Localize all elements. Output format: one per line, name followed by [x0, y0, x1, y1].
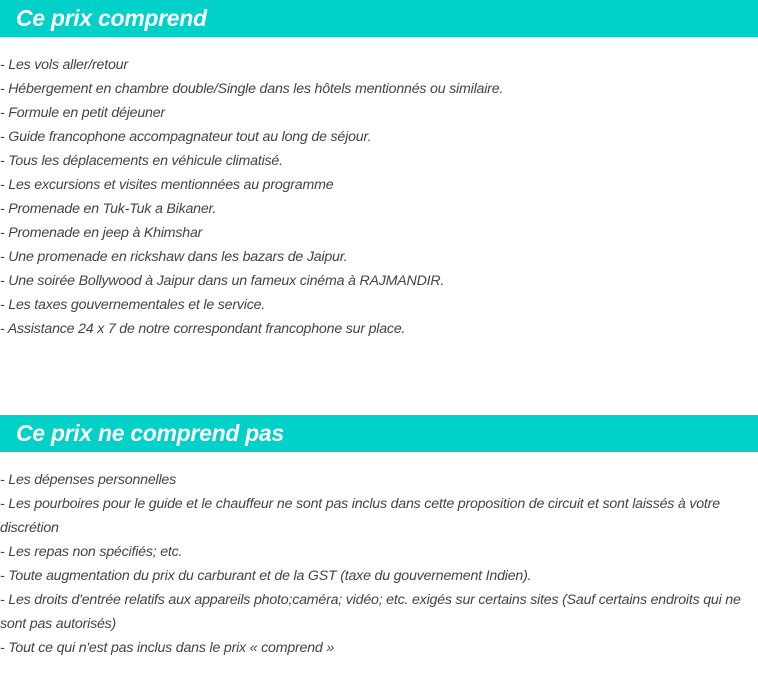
list-item: - Hébergement en chambre double/Single dans les hôtels mentionnés ou similaire. — [0, 81, 504, 97]
list-item: - Formule en petit déjeuner — [0, 105, 165, 121]
excluded-items-list — [0, 468, 758, 660]
list-item: - Les dépenses personnelles — [0, 472, 177, 488]
section-title-included: Ce prix comprend — [16, 5, 207, 31]
list-item: - Guide francophone accompagnateur tout au long de séjour. — [0, 129, 372, 145]
section-title-excluded: Ce prix ne comprend pas — [16, 420, 284, 446]
included-items-list — [0, 53, 758, 341]
list-item: - Les excursions et visites mentionnées au programme — [0, 177, 334, 193]
list-item: - Promenade en jeep à Khimshar — [0, 225, 203, 241]
list-item: - Promenade en Tuk-Tuk a Bikaner. — [0, 201, 217, 217]
list-item: - Une soirée Bollywood à Jaipur dans un fameux cinéma à RAJMANDIR. — [0, 273, 445, 289]
section-header-excluded — [0, 415, 758, 452]
list-item: - Assistance 24 x 7 de notre correspondant francophone sur place. — [0, 321, 406, 337]
list-item: - Les repas non spécifiés; etc. — [0, 544, 183, 560]
list-item: - Les pourboires pour le guide et le chauffeur ne sont pas inclus dans cette proposition de circuit et sont laissés à votre discrétion — [0, 496, 720, 536]
list-item: - Une promenade en rickshaw dans les bazars de Jaipur. — [0, 249, 348, 265]
section-header-included — [0, 0, 758, 37]
list-item: - Toute augmentation du prix du carburant et de la GST (taxe du gouvernement Indien). — [0, 568, 532, 584]
list-item: - Les vols aller/retour — [0, 57, 128, 73]
list-item: - Les taxes gouvernementales et le service. — [0, 297, 266, 313]
list-item: - Tout ce qui n'est pas inclus dans le prix « comprend » — [0, 640, 335, 656]
list-item: - Tous les déplacements en véhicule climatisé. — [0, 153, 283, 169]
list-item: - Les droits d'entrée relatifs aux appareils photo;caméra; vidéo; etc. exigés sur certains sites (Sauf certains endroits qui ne sont pas autorisés) — [0, 592, 741, 632]
